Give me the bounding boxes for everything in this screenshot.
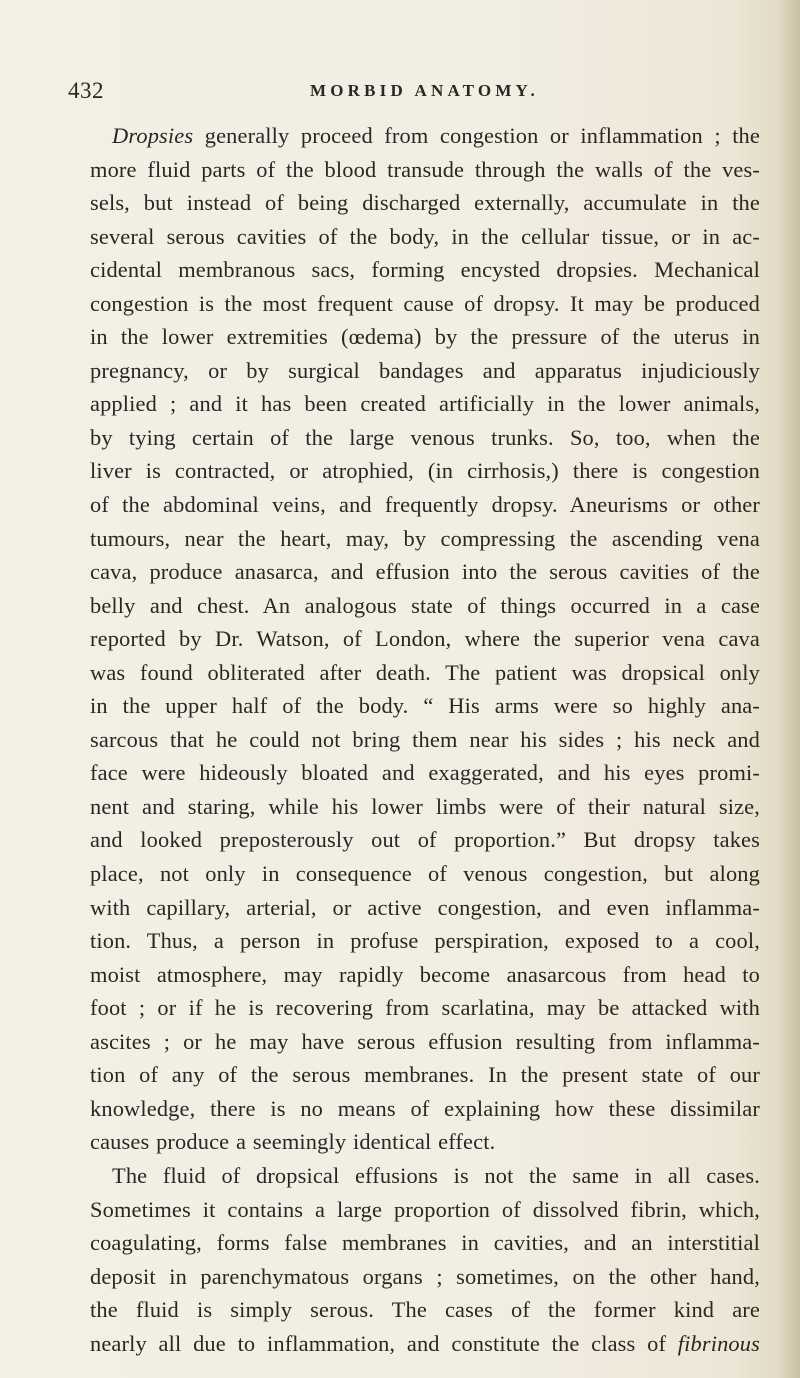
- text-line: cava, produce anasarca, and effusion into the serous cavities of the: [90, 559, 760, 585]
- text-line: moist atmosphere, may rapidly become anasarcous from head to: [90, 961, 760, 987]
- text-line: and looked preposterously out of proportion.” But dropsy takes: [90, 827, 760, 853]
- body-text: [90, 119, 760, 1360]
- text-line: the fluid is simply serous. The cases of the former kind are: [90, 1297, 760, 1323]
- text-line: in the upper half of the body. “ His arms were so highly ana-: [90, 693, 760, 719]
- text-line: more fluid parts of the blood transude through the walls of the ves-: [90, 156, 760, 182]
- text-line: The fluid of dropsical effusions is not the same in all cases.: [112, 1162, 760, 1188]
- text-line: foot ; or if he is recovering from scarlatina, may be attacked with: [90, 995, 760, 1021]
- text-line: sarcous that he could not bring them near his sides ; his neck and: [90, 726, 760, 752]
- text-line: in the lower extremities (œdema) by the pressure of the uterus in: [90, 324, 760, 350]
- page-number: 432: [68, 78, 104, 103]
- text-line: by tying certain of the large venous trunks. So, too, when the: [90, 424, 760, 450]
- text-line: deposit in parenchymatous organs ; sometimes, on the other hand,: [90, 1263, 760, 1289]
- text-line: cidental membranous sacs, forming encysted dropsies. Mechanical: [90, 257, 760, 283]
- text-line: knowledge, there is no means of explaining how these dissimilar: [90, 1095, 760, 1121]
- text-line: reported by Dr. Watson, of London, where the superior vena cava: [90, 626, 760, 652]
- text-line: of the abdominal veins, and frequently dropsy. Aneurisms or other: [90, 492, 760, 518]
- text-line: tumours, near the heart, may, by compressing the ascending vena: [90, 525, 760, 551]
- text-line: belly and chest. An analogous state of things occurred in a case: [90, 592, 760, 618]
- text-line: pregnancy, or by surgical bandages and apparatus injudiciously: [90, 357, 760, 383]
- text-line: with capillary, arterial, or active congestion, and even inflamma-: [90, 894, 760, 920]
- text-line: applied ; and it has been created artificially in the lower animals,: [90, 391, 760, 417]
- italic-term: fibrinous: [677, 1330, 760, 1356]
- text-line: nent and staring, while his lower limbs were of their natural size,: [90, 793, 760, 819]
- text-line: tion of any of the serous membranes. In the present state of our: [90, 1062, 760, 1088]
- text-line: tion. Thus, a person in profuse perspiration, exposed to a cool,: [90, 928, 760, 954]
- text-line: coagulating, forms false membranes in cavities, and an interstitial: [90, 1230, 760, 1256]
- text-line: Dropsies generally proceed from congestion or inflammation ; the: [112, 123, 760, 148]
- italic-term: Dropsies: [112, 123, 194, 148]
- page-header: [68, 78, 758, 108]
- text-line: sels, but instead of being discharged externally, accumulate in the: [90, 190, 760, 216]
- text-line: was found obliterated after death. The patient was dropsical only: [90, 659, 760, 685]
- text-line: causes produce a seemingly identical effect.: [90, 1129, 496, 1155]
- page-edge-shading: [778, 0, 800, 1378]
- text-line: Sometimes it contains a large proportion of dissolved fibrin, which,: [90, 1196, 760, 1222]
- text-line: liver is contracted, or atrophied, (in cirrhosis,) there is congestion: [90, 458, 760, 484]
- text-line: nearly all due to inflammation, and constitute the class of fibrinous: [90, 1330, 760, 1356]
- running-head: MORBID ANATOMY.: [310, 81, 539, 100]
- text-line: congestion is the most frequent cause of dropsy. It may be produced: [90, 290, 760, 316]
- text-line: face were hideously bloated and exaggerated, and his eyes promi-: [90, 760, 760, 786]
- text-line: several serous cavities of the body, in the cellular tissue, or in ac-: [90, 223, 760, 249]
- text-line: ascites ; or he may have serous effusion resulting from inflamma-: [90, 1028, 760, 1054]
- text-line: place, not only in consequence of venous congestion, but along: [90, 861, 760, 887]
